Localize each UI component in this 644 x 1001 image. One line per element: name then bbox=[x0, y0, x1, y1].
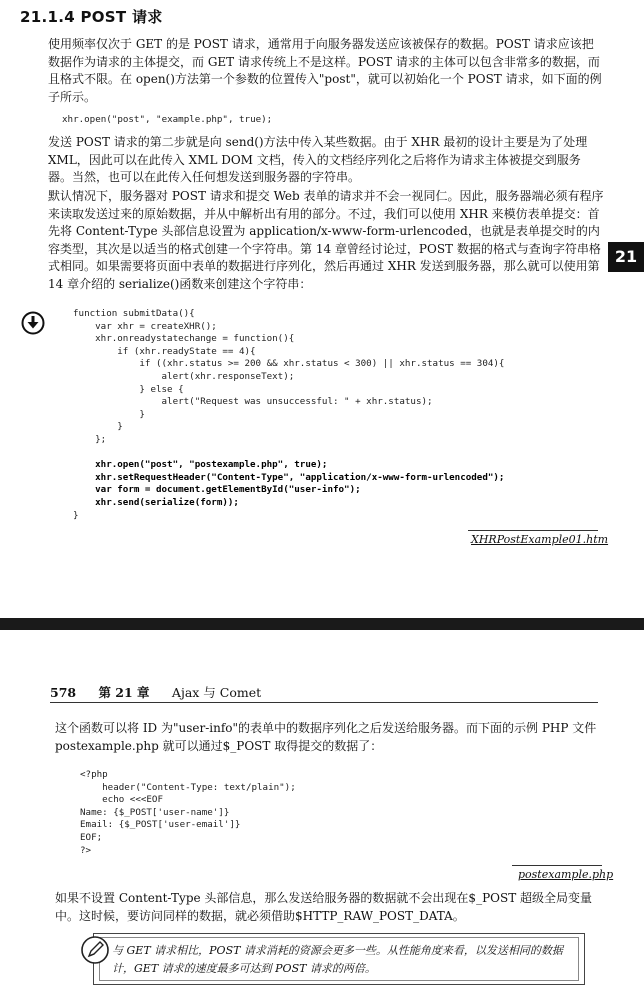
code-line: ?> bbox=[80, 844, 92, 856]
code-line: }; bbox=[73, 433, 107, 445]
paragraph-form-emulation: 默认情况下，服务器对 POST 请求和提交 Web 表单的请求并不会一视同仁。因此，服务器端必须有程序来读取发送过来的原始数据，并从中解析出有用的部分。不过，我们可以使用 XHR 来模仿表单提交：首先将 Content-Type 头部信息设置为 application/x-www-form-urlencoded，也就是表单提交时的内容类型，其次是以适当的格式创建一个字符串。第 14 章曾经讨论过，POST 数据的格式与查询字符串格式相同。如果需要将页面中表单的数据进行序列化，然后再通过 XHR 发送到服务器，那么就可以使用第 14 章介绍的 serialize()函数来创建这个字符串： bbox=[48, 189, 604, 291]
code-line: if ((xhr.status >= 200 && xhr.status < 300) || xhr.status == 304){ bbox=[73, 358, 505, 370]
code-line: echo <<<EOF bbox=[80, 794, 163, 806]
code-open-example: xhr.open("post", "example.php", true); bbox=[62, 114, 273, 125]
code-line bbox=[73, 447, 504, 460]
code-line: alert("Request was unsuccessful: " + xhr.status); bbox=[73, 396, 433, 408]
code-line: xhr.setRequestHeader("Content-Type", "application/x-www-form-urlencoded"); bbox=[73, 471, 505, 483]
code-line: <?php bbox=[80, 769, 108, 780]
code-line: function submitData(){ bbox=[73, 308, 195, 319]
page-separator bbox=[0, 590, 644, 630]
code-line: header("Content-Type: text/plain"); bbox=[80, 781, 296, 793]
page-header bbox=[50, 683, 279, 701]
code-line: } bbox=[73, 421, 123, 433]
download-icon bbox=[21, 311, 45, 335]
code-line: Email: {$_POST['user-email']} bbox=[80, 819, 241, 831]
code-line: Name: {$_POST['user-name']} bbox=[80, 806, 230, 818]
code-line: xhr.onreadystatechange = function(){ bbox=[73, 333, 295, 345]
code-line: xhr.send(serialize(form)); bbox=[73, 496, 239, 508]
note-text: 与 GET 请求相比，POST 请求消耗的资源会更多一些。从性能角度来看，以发送相同的数据计，GET 请求的速度最多可达到 POST 请求的两倍。 bbox=[112, 944, 563, 975]
chapter-tab-21: 21 bbox=[608, 242, 644, 272]
code-line: EOF; bbox=[80, 831, 103, 843]
file-label-php: postexample.php bbox=[518, 868, 614, 881]
code-submit-data bbox=[73, 308, 504, 522]
paragraph-send-data: 发送 POST 请求的第二步就是向 send()方法中传入某些数据。由于 XHR 最初的设计主要是为了处理 XML，因此可以在此传入 XML DOM 文档，传入的文档经序列化之后将作为请求主体被提交到服务器。当然，也可以在此传入任何想发送到服务器的字符串。 bbox=[48, 135, 588, 184]
code-line: if (xhr.readyState == 4){ bbox=[73, 345, 256, 357]
paragraph-content-type: 如果不设置 Content-Type 头部信息，那么发送给服务器的数据就不会出现在$_POST 超级全局变量中。这时候，要访问同样的数据，就必须借助$HTTP_RAW_POST_DATA。 bbox=[55, 891, 593, 923]
chapter-title: Ajax 与 Comet bbox=[171, 685, 262, 700]
header-rule bbox=[50, 702, 598, 703]
code-line: alert(xhr.responseText); bbox=[73, 370, 295, 382]
php-label-rule bbox=[512, 865, 602, 866]
code-line: } bbox=[73, 408, 145, 420]
paragraph-post-intro: 使用频率仅次于 GET 的是 POST 请求，通常用于向服务器发送应该被保存的数据。POST 请求应该把数据作为请求的主体提交，而 GET 请求传统上不是这样。POST 请求的主体可以包含非常多的数据，而且格式不限。在 open()方法第一个参数的位置传入"post"，就可以初始化一个 POST 请求，如下面的例子所示。 bbox=[48, 37, 602, 104]
paragraph-function-explain: 这个函数可以将 ID 为"user-info"的表单中的数据序列化之后发送给服务器。而下面的示例 PHP 文件 postexample.php 就可以通过$_POST 取得提交的数据了： bbox=[55, 721, 597, 753]
page-number: 578 bbox=[50, 685, 77, 700]
code-line: var form = document.getElementById("user-info"); bbox=[73, 484, 361, 496]
code-line: xhr.open("post", "postexample.php", true); bbox=[73, 459, 328, 471]
code-php-example bbox=[80, 769, 296, 857]
chapter-label: 第 21 章 bbox=[98, 685, 150, 700]
file-label-xhrpost: XHRPostExample01.htm bbox=[471, 533, 609, 546]
pencil-note-icon bbox=[80, 935, 110, 965]
code-line: var xhr = createXHR(); bbox=[73, 320, 217, 332]
file-label-rule bbox=[468, 530, 598, 531]
code-line: } bbox=[73, 509, 79, 521]
code-line: } else { bbox=[73, 383, 184, 395]
section-heading: 21.1.4 POST 请求 bbox=[20, 8, 163, 26]
